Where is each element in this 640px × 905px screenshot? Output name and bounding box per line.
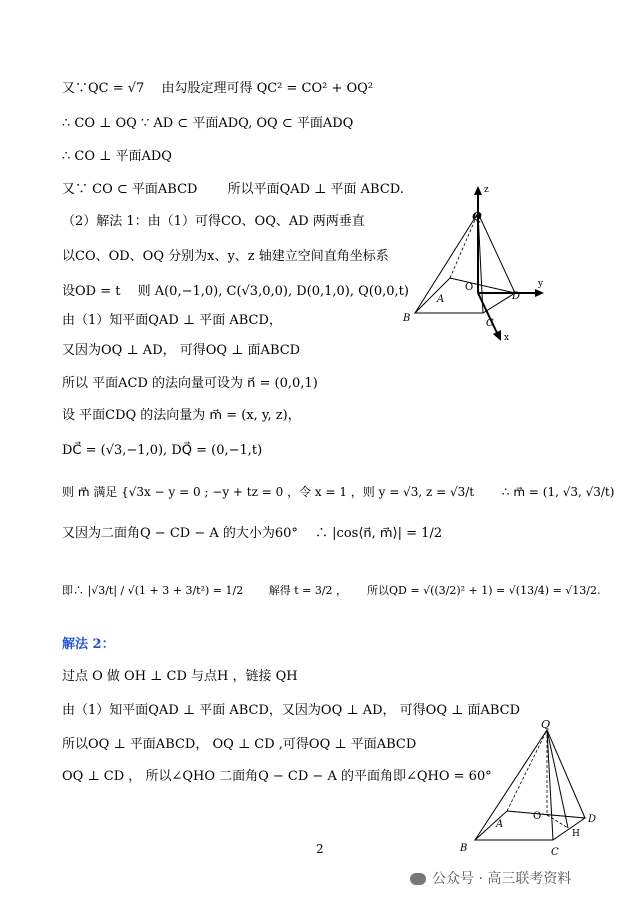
pyramid-oh-figure: [455, 718, 615, 863]
text-line-17: 过点 O 做 OH ⊥ CD 与点H ，链接 QH: [62, 669, 298, 684]
text-line-2: ∴ CO ⊥ OQ ∵ AD ⊂ 平面ADQ, OQ ⊂ 平面ADQ: [62, 116, 354, 131]
text-line-10: 所以 平面ACD 的法向量可设为 n⃗ = (0,0,1): [62, 376, 318, 391]
solution-2-heading: 解法 2：: [62, 637, 115, 652]
text-line-14: 又因为二面角Q − CD − A 的大小为60° ∴ |cos⟨n⃗, m⃗⟩| = 1/2: [62, 526, 443, 541]
text-line-5: （2）解法 1：由（1）可得CO、OQ、AD 两两垂直: [62, 214, 365, 229]
label-b: B: [403, 313, 411, 324]
watermark: [410, 868, 571, 888]
pyramid-axes-figure: [395, 180, 555, 345]
fig2-label-b: B: [460, 843, 468, 854]
text-line-19: 所以OQ ⊥ 平面ABCD， OQ ⊥ CD ,可得OQ ⊥ 平面ABCD: [62, 737, 417, 752]
label-c: C: [486, 318, 494, 329]
label-q: Q: [472, 210, 482, 223]
page-number: 2: [316, 842, 324, 856]
text-line-20: OQ ⊥ CD ， 所以∠QHO 二面角Q − CD − A 的平面角即∠QHO = 60°: [62, 769, 492, 784]
fig2-label-h: H: [572, 829, 580, 839]
fig2-label-d: D: [588, 814, 597, 825]
label-z: z: [484, 185, 489, 195]
label-d: D: [512, 291, 521, 302]
text-line-12: DC⃗ = (√3,−1,0), DQ⃗ = (0,−1,t): [62, 443, 263, 458]
text-line-6: 以CO、OD、OQ 分别为x、y、z 轴建立空间直角坐标系: [62, 249, 389, 264]
text-line-1: 又∵QC = √7 由勾股定理可得 QC² = CO² + OQ²: [62, 81, 374, 96]
text-line-8: 由（1）知平面QAD ⊥ 平面 ABCD，: [62, 313, 282, 328]
text-line-11: 设 平面CDQ 的法向量为 m⃗ = (x, y, z)，: [62, 408, 301, 423]
text-line-18: 由（1）知平面QAD ⊥ 平面 ABCD，又因为OQ ⊥ AD， 可得OQ ⊥ 面ABCD: [62, 703, 521, 718]
fig2-label-o: O: [533, 811, 542, 822]
label-x: x: [504, 333, 510, 343]
text-line-4: 又∵ CO ⊂ 平面ABCD 所以平面QAD ⊥ 平面 ABCD.: [62, 182, 404, 197]
fig2-label-q: Q: [541, 718, 551, 731]
text-line-3: ∴ CO ⊥ 平面ADQ: [62, 149, 172, 164]
text-line-7: 设OD = t 则 A(0,−1,0), C(√3,0,0), D(0,1,0), Q(0,0,t): [62, 284, 409, 299]
text-line-15: 即∴ |√3/t| / √(1 + 3 + 3/t²) = 1/2 解得 t = 3/2 ， 所以QD = √((3/2)² + 1) = √(13/4) = √13/2.: [62, 584, 601, 597]
text-line-13: 则 m⃗ 满足 {√3x − y = 0 ; −y + tz = 0 ，令 x = 1 ，则 y = √3, z = √3/t ∴ m⃗ = (1, √3, √3/t): [62, 485, 615, 499]
label-y: y: [538, 279, 544, 289]
text-line-9: 又因为OQ ⊥ AD， 可得OQ ⊥ 面ABCD: [62, 343, 301, 358]
fig2-label-a: A: [496, 819, 504, 830]
watermark-text: 公众号 · 高三联考资料: [432, 871, 572, 887]
label-o: O: [465, 282, 474, 293]
label-a: A: [437, 294, 445, 305]
wechat-icon: [410, 873, 426, 885]
fig2-label-c: C: [551, 847, 559, 858]
